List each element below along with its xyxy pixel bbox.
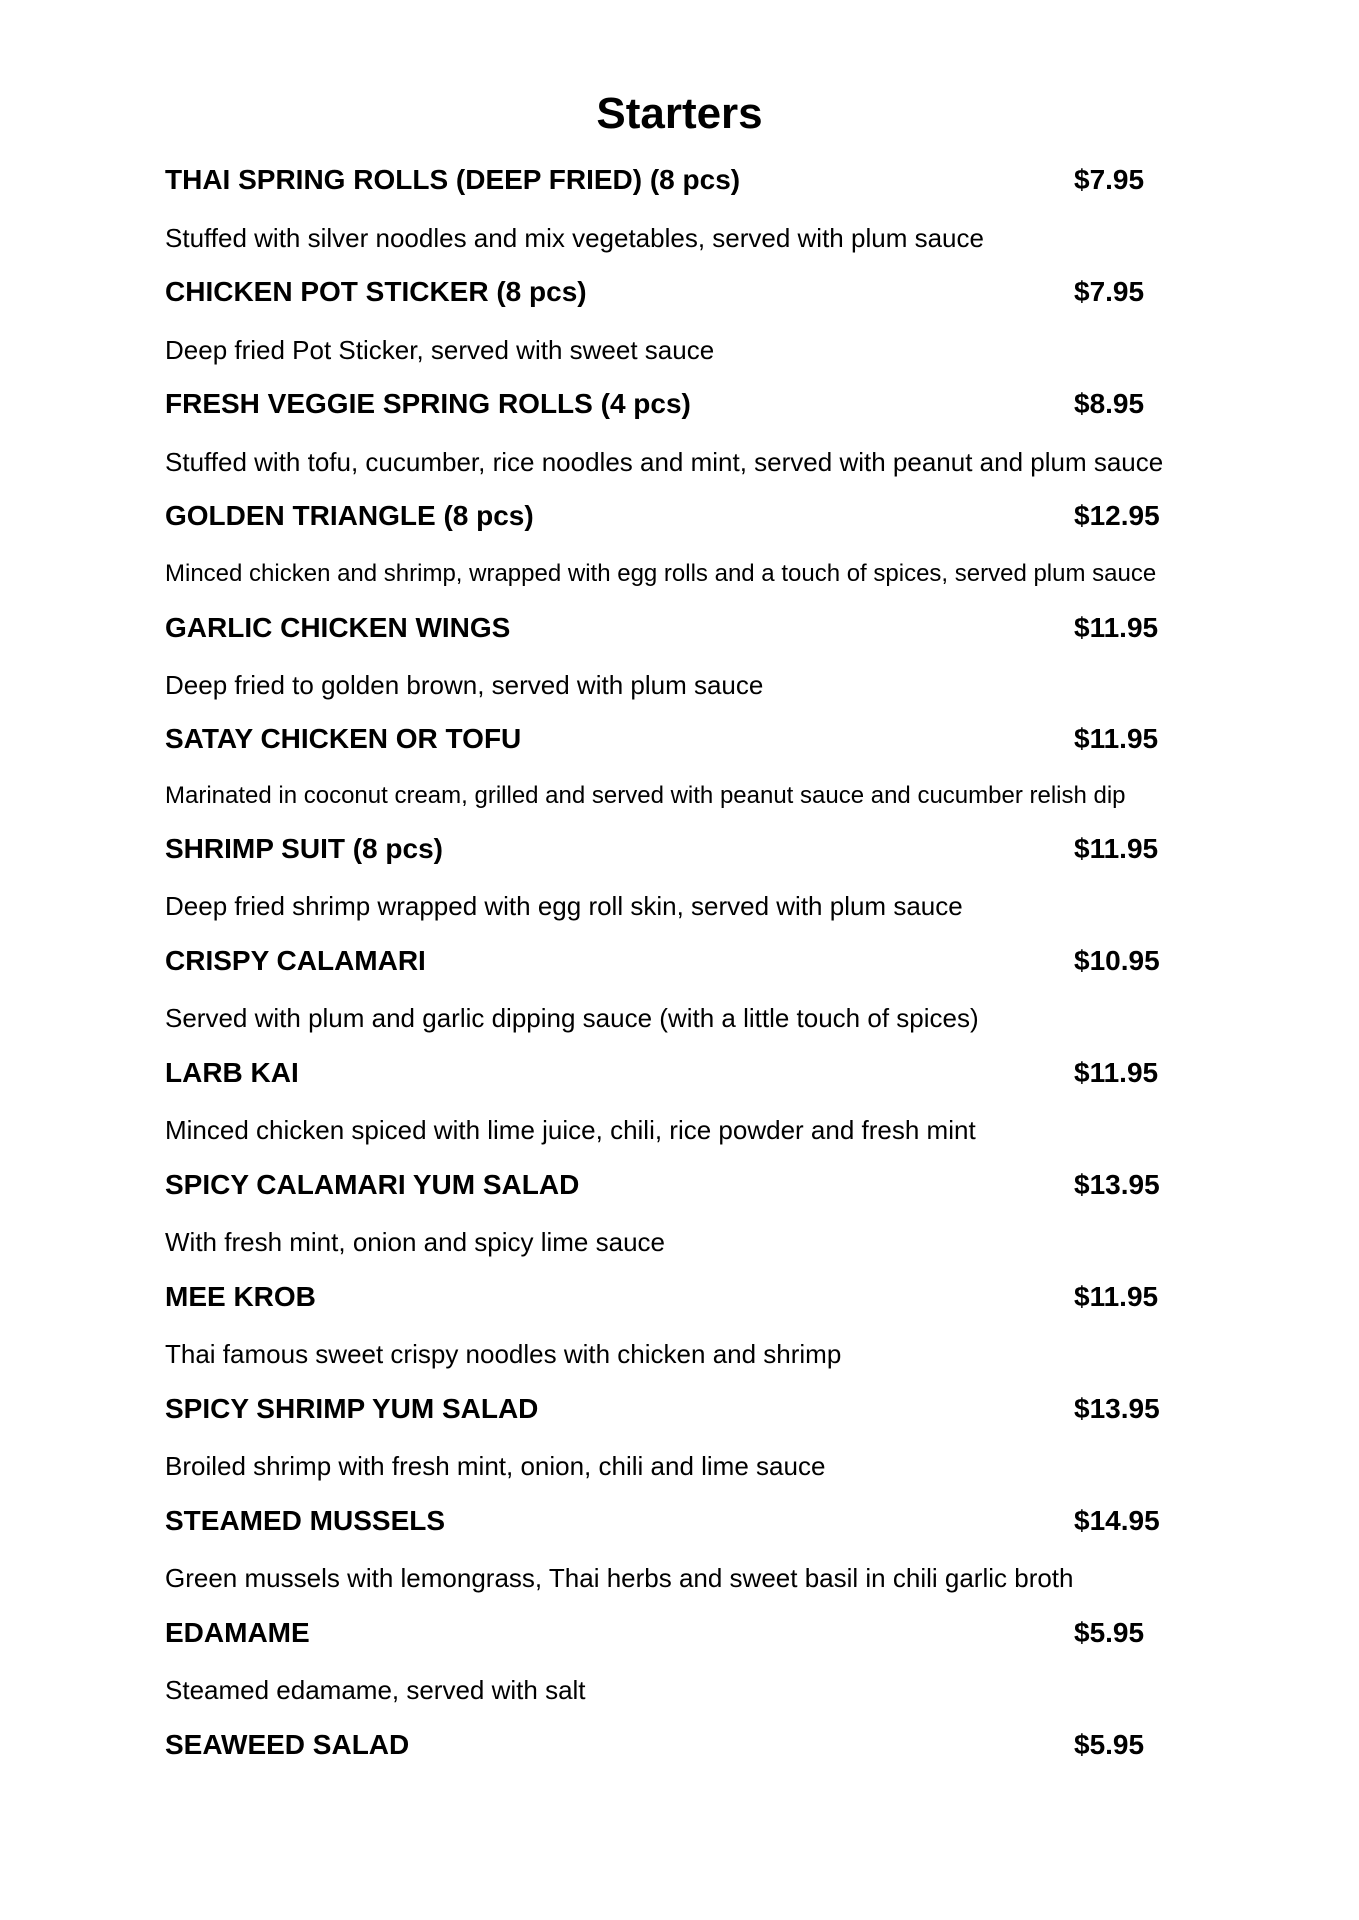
menu-item-price: $11.95 xyxy=(1074,612,1159,643)
menu-item-description: Thai famous sweet crispy noodles with chicken and shrimp xyxy=(165,1339,842,1369)
menu-item-description: Minced chicken and shrimp, wrapped with egg rolls and a touch of spices, served plum sauce xyxy=(165,560,1157,587)
menu-item-name: EDAMAME xyxy=(165,1617,310,1648)
menu-item-price: $7.95 xyxy=(1074,276,1145,307)
menu-item-price: $11.95 xyxy=(1074,723,1159,754)
menu-item-price: $10.95 xyxy=(1074,945,1160,976)
menu-item-name: SHRIMP SUIT (8 pcs) xyxy=(165,833,443,864)
menu-item-price: $8.95 xyxy=(1074,388,1145,419)
menu-item-name: SPICY CALAMARI YUM SALAD xyxy=(165,1169,580,1200)
menu-item-name: SPICY SHRIMP YUM SALAD xyxy=(165,1393,539,1424)
menu-item-price: $14.95 xyxy=(1074,1505,1160,1536)
menu-item-name: SEAWEED SALAD xyxy=(165,1729,410,1760)
menu-item-price: $12.95 xyxy=(1074,500,1160,531)
menu-item-price: $13.95 xyxy=(1074,1393,1160,1424)
menu-item-description: Deep fried shrimp wrapped with egg roll skin, served with plum sauce xyxy=(165,891,963,921)
menu-item-name: LARB KAI xyxy=(165,1057,299,1088)
menu-item-price: $11.95 xyxy=(1074,1281,1159,1312)
menu-item-description: Marinated in coconut cream, grilled and served with peanut sauce and cucumber relish dip xyxy=(165,782,1126,809)
menu-item-description: Stuffed with silver noodles and mix vegetables, served with plum sauce xyxy=(165,223,984,253)
menu-item-price: $7.95 xyxy=(1074,164,1145,195)
menu-item-description: With fresh mint, onion and spicy lime sauce xyxy=(165,1227,665,1257)
menu-item-description: Green mussels with lemongrass, Thai herbs and sweet basil in chili garlic broth xyxy=(165,1563,1074,1593)
menu-item-description: Stuffed with tofu, cucumber, rice noodles and mint, served with peanut and plum sauce xyxy=(165,447,1164,477)
menu-item-price: $11.95 xyxy=(1074,833,1159,864)
menu-item-name: CRISPY CALAMARI xyxy=(165,945,426,976)
menu-item-price: $5.95 xyxy=(1074,1617,1145,1648)
menu-item-price: $11.95 xyxy=(1074,1057,1159,1088)
menu-item-description: Served with plum and garlic dipping sauce (with a little touch of spices) xyxy=(165,1003,979,1033)
menu-item-price: $5.95 xyxy=(1074,1729,1145,1760)
menu-item-name: GARLIC CHICKEN WINGS xyxy=(165,612,511,643)
menu-item-description: Steamed edamame, served with salt xyxy=(165,1675,586,1705)
menu-item-price: $13.95 xyxy=(1074,1169,1160,1200)
menu-item-description: Deep fried to golden brown, served with plum sauce xyxy=(165,670,764,700)
menu-item-description: Minced chicken spiced with lime juice, chili, rice powder and fresh mint xyxy=(165,1115,976,1145)
menu-item-name: THAI SPRING ROLLS (DEEP FRIED) (8 pcs) xyxy=(165,164,741,195)
menu-item-description: Broiled shrimp with fresh mint, onion, chili and lime sauce xyxy=(165,1451,826,1481)
menu-item-name: FRESH VEGGIE SPRING ROLLS (4 pcs) xyxy=(165,388,691,419)
menu-item-name: STEAMED MUSSELS xyxy=(165,1505,446,1536)
menu-item-name: CHICKEN POT STICKER (8 pcs) xyxy=(165,276,587,307)
menu-item-name: MEE KROB xyxy=(165,1281,316,1312)
menu-item-name: GOLDEN TRIANGLE (8 pcs) xyxy=(165,500,534,531)
menu-item-description: Deep fried Pot Sticker, served with sweet sauce xyxy=(165,335,715,365)
menu-item-name: SATAY CHICKEN OR TOFU xyxy=(165,723,522,754)
menu-title: Starters xyxy=(596,89,763,138)
